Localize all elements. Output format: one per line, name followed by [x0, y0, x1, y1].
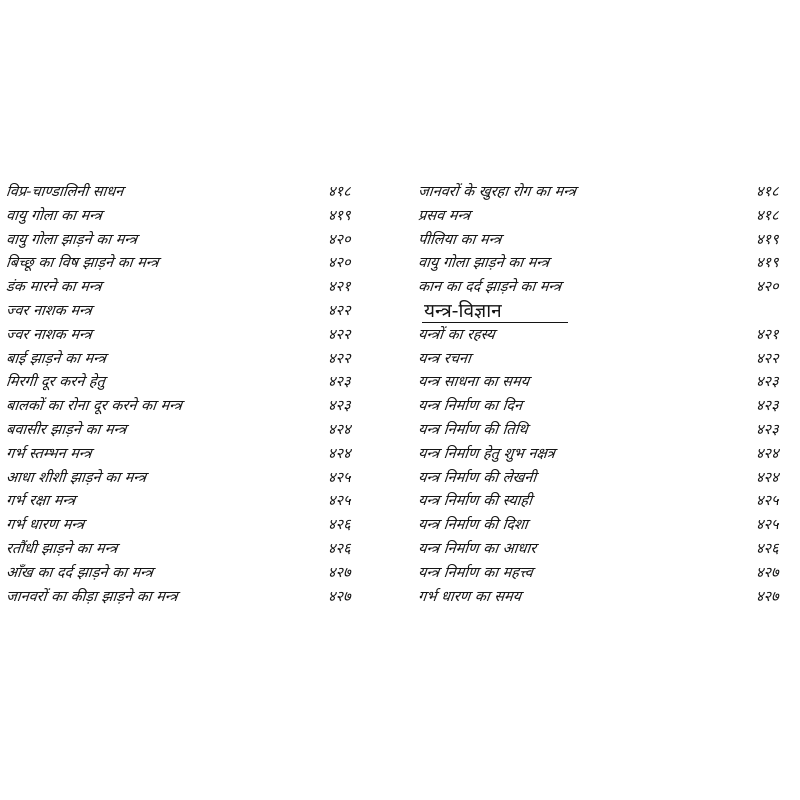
index-entry	[418, 371, 796, 395]
index-entry	[418, 348, 796, 372]
entry-page-number: ४२७	[328, 588, 351, 605]
entry-title: मिरगी दूर करने हेतु	[5, 374, 106, 391]
right-index-column	[418, 181, 796, 609]
index-entry	[6, 443, 390, 467]
entry-page-number: ४२२	[756, 350, 779, 367]
entry-title: डंक मारने का मन्त्र	[5, 279, 103, 296]
entry-page-number: ४१८	[756, 184, 779, 200]
entry-title: जानवरों के खुरहा रोग का मन्त्र	[417, 184, 577, 200]
entry-page-number: ४२०	[328, 231, 351, 248]
entry-title: बिच्छू का विष झाड़ने का मन्त्र	[5, 255, 160, 272]
entry-page-number: ४१८	[328, 184, 351, 200]
entry-title: बवासीर झाड़ने का मन्त्र	[5, 421, 128, 438]
section-heading	[418, 300, 796, 324]
entry-page-number: ४१९	[328, 207, 351, 224]
entry-page-number: ४२३	[756, 374, 779, 391]
index-entry	[418, 229, 796, 253]
entry-title: यन्त्र साधना का समय	[417, 374, 530, 391]
entry-title: वायु गोला झाड़ने का मन्त्र	[417, 255, 550, 272]
index-entry	[6, 205, 390, 229]
entry-title: ज्वर नाशक मन्त्र	[5, 326, 93, 343]
index-entry	[6, 348, 390, 372]
entry-page-number: ४२५	[756, 493, 779, 510]
entry-page-number: ४२३	[328, 398, 351, 415]
entry-title: यन्त्र निर्माण की लेखनी	[417, 469, 537, 486]
index-entry	[6, 395, 390, 419]
index-entry	[418, 443, 796, 467]
entry-page-number: ४२६	[328, 540, 351, 557]
entry-title: वायु गोला झाड़ने का मन्त्र	[5, 231, 138, 248]
index-entry	[418, 324, 796, 348]
entry-page-number: ४२२	[328, 326, 351, 343]
entry-page-number: ४२३	[756, 421, 779, 438]
index-entry	[6, 181, 390, 205]
entry-title: जानवरों का कीड़ा झाड़ने का मन्त्र	[5, 588, 179, 605]
entry-page-number: ४२५	[328, 469, 351, 486]
entry-title: यन्त्र निर्माण का महत्त्व	[417, 564, 534, 581]
entry-title: यन्त्र निर्माण की स्याही	[417, 493, 533, 510]
index-entry	[418, 181, 796, 205]
entry-page-number: ४२२	[328, 350, 351, 367]
entry-page-number: ४२५	[328, 493, 351, 510]
entry-page-number: ४२०	[328, 255, 351, 272]
entry-title: पीलिया का मन्त्र	[417, 231, 503, 248]
entry-title: यन्त्र निर्माण का दिन	[417, 398, 523, 415]
entry-title: यन्त्र निर्माण की दिशा	[417, 517, 529, 534]
entry-page-number: ४२७	[756, 588, 779, 605]
entry-page-number: ४२७	[756, 564, 779, 581]
entry-page-number: ४२४	[328, 421, 351, 438]
index-entry	[6, 586, 390, 610]
index-entry	[6, 514, 390, 538]
entry-page-number: ४१८	[756, 207, 779, 224]
index-entry	[418, 252, 796, 276]
index-entry	[6, 300, 390, 324]
entry-title: आधा शीशी झाड़ने का मन्त्र	[5, 469, 147, 486]
index-entry	[418, 467, 796, 491]
entry-title: यन्त्र निर्माण हेतु शुभ नक्षत्र	[417, 445, 556, 462]
index-entry	[418, 514, 796, 538]
index-entry	[6, 252, 390, 276]
entry-title: बालकों का रोना दूर करने का मन्त्र	[5, 398, 183, 415]
entry-page-number: ४२७	[328, 564, 351, 581]
index-entry	[6, 371, 390, 395]
entry-page-number: ४२२	[328, 302, 351, 319]
entry-page-number: ४२६	[328, 517, 351, 534]
index-entry	[418, 205, 796, 229]
entry-page-number: ४१९	[756, 255, 779, 272]
left-index-column	[6, 181, 390, 609]
entry-title: विप्र-चाण्डालिनी साधन	[5, 184, 125, 200]
index-entry	[6, 324, 390, 348]
index-entry	[6, 562, 390, 586]
entry-title: गर्भ रक्षा मन्त्र	[5, 493, 76, 510]
index-entry	[6, 490, 390, 514]
entry-page-number: ४२१	[328, 279, 351, 296]
entry-title: ज्वर नाशक मन्त्र	[5, 302, 93, 319]
index-entry	[418, 419, 796, 443]
index-entry	[6, 538, 390, 562]
entry-page-number: ४२१	[756, 326, 779, 343]
index-entry	[6, 229, 390, 253]
entry-title: यन्त्र निर्माण का आधार	[417, 540, 537, 557]
entry-title: गर्भ धारण मन्त्र	[5, 517, 85, 534]
entry-title: प्रसव मन्त्र	[417, 207, 472, 224]
entry-title: वायु गोला का मन्त्र	[5, 207, 103, 224]
entry-page-number: ४२६	[756, 540, 779, 557]
entry-title: यन्त्र रचना	[417, 350, 472, 367]
entry-title: बाई झाड़ने का मन्त्र	[5, 350, 107, 367]
entry-title: कान का दर्द झाड़ने का मन्त्र	[417, 279, 563, 296]
entry-page-number: ४२४	[328, 445, 351, 462]
entry-title: आँख का दर्द झाड़ने का मन्त्र	[5, 564, 154, 581]
entry-title: गर्भ धारण का समय	[417, 588, 522, 605]
entry-page-number: ४२३	[756, 398, 779, 415]
index-entry	[418, 562, 796, 586]
entry-page-number: ४२३	[328, 374, 351, 391]
entry-page-number: ४२०	[756, 279, 779, 296]
entry-title: गर्भ स्तम्भन मन्त्र	[5, 445, 93, 462]
entry-page-number: ४२४	[756, 469, 779, 486]
index-entry	[418, 586, 796, 610]
index-entry	[418, 538, 796, 562]
index-entry	[418, 395, 796, 419]
entry-page-number: ४२४	[756, 445, 779, 462]
index-entry	[6, 276, 390, 300]
section-heading-text: यन्त्र-विज्ञान	[424, 299, 502, 322]
index-entry	[418, 490, 796, 514]
entry-title: रतौंधी झाड़ने का मन्त्र	[5, 540, 119, 557]
entry-title: यन्त्रों का रहस्य	[417, 326, 496, 343]
entry-page-number: ४१९	[756, 231, 779, 248]
index-entry	[418, 276, 796, 300]
index-entry	[6, 467, 390, 491]
entry-page-number: ४२५	[756, 517, 779, 534]
index-entry	[6, 419, 390, 443]
entry-title: यन्त्र निर्माण की तिथि	[417, 421, 529, 438]
